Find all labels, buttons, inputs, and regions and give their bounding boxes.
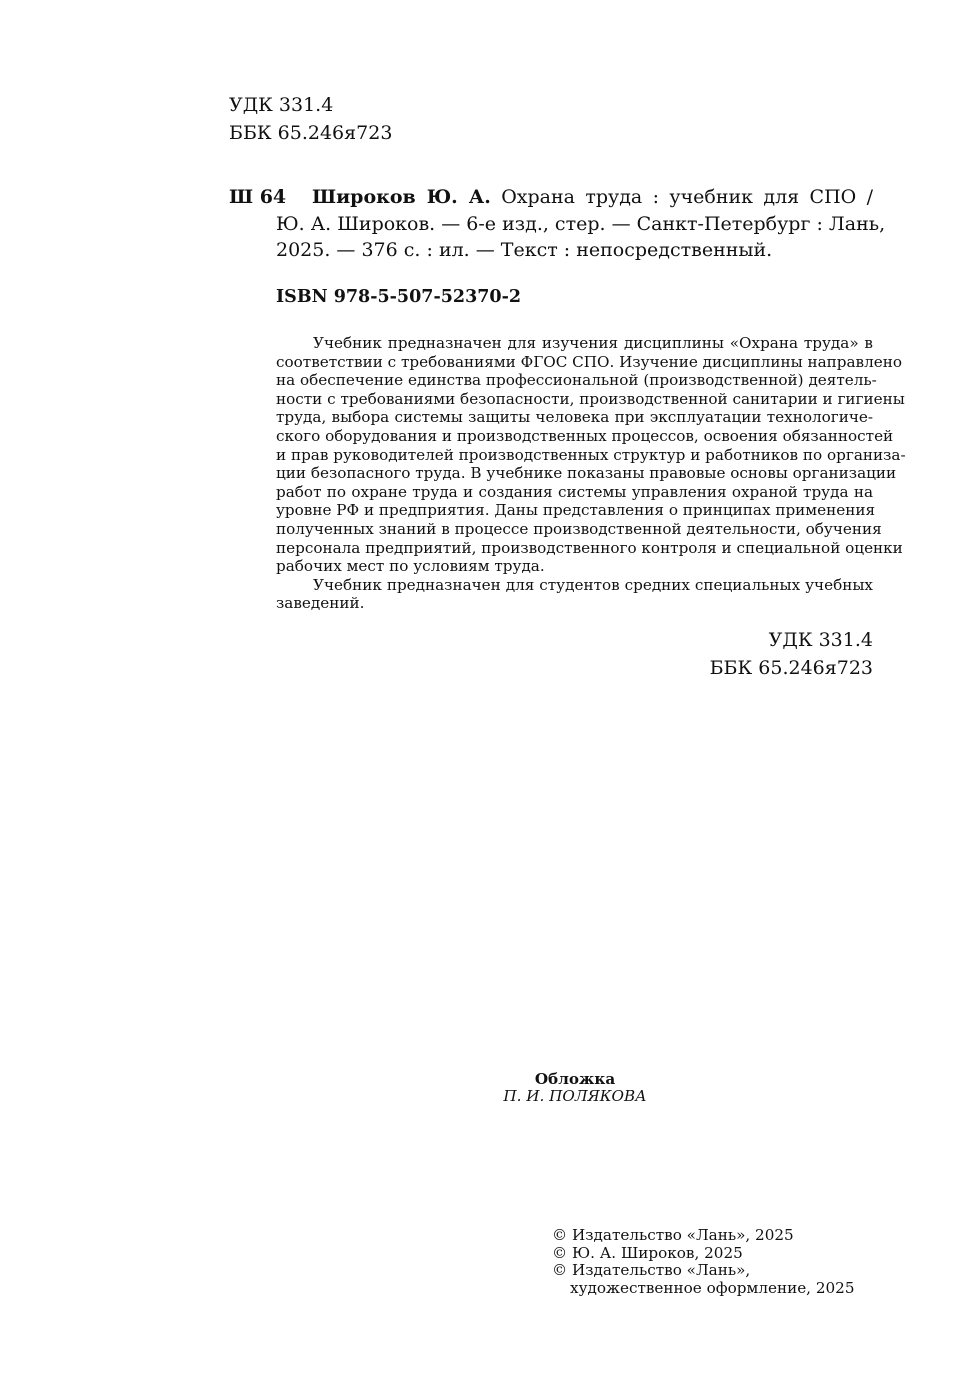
abstract-line: ности с требованиями безопасности, производственной санитарии и гигиены: [276, 389, 905, 408]
author-sign: Ш 64: [229, 186, 287, 208]
bib-line-2: Ю. А. Широков. — 6-е изд., стер. — Санкт-Петербург : Лань,: [276, 213, 886, 235]
abstract-line: труда, выбора системы защиты человека при эксплуатации технологиче-: [276, 408, 873, 427]
abstract: [276, 334, 906, 613]
copyright-line: художественное оформление, 2025: [570, 1278, 855, 1297]
copyright-block: [552, 1227, 855, 1297]
abstract-line: Учебник предназначен для изучения дисциплины «Охрана труда» в: [313, 334, 873, 352]
copyright-line: © Ю. А. Широков, 2025: [552, 1243, 743, 1262]
abstract-line: ского оборудования и производственных процессов, освоения обязанностей: [276, 426, 894, 445]
footer-bbk-code: ББК 65.246я723: [709, 657, 873, 679]
cover-label: Обложка: [534, 1070, 616, 1088]
abstract-line: на обеспечение единства профессиональной (производственной) деятель-: [276, 371, 877, 390]
abstract-line: полученных знаний в процессе производственной деятельности, обучения: [276, 519, 882, 538]
copyright-line: © Издательство «Лань», 2025: [552, 1226, 794, 1244]
bib-line-1: [312, 186, 873, 208]
abstract-line: ции безопасного труда. В учебнике показаны правовые основы организации: [276, 464, 897, 483]
abstract-line: рабочих мест по условиям труда.: [276, 557, 545, 576]
abstract-line: работ по охране труда и создания системы управления охраной труда на: [276, 482, 873, 501]
bib-line-3: 2025. — 376 с. : ил. — Текст : непосредственный.: [276, 239, 773, 261]
udk-code: УДК 331.4: [229, 94, 334, 116]
author-name: Широков Ю. А.: [312, 186, 491, 208]
title-rest: Охрана труда : учебник для СПО /: [501, 186, 873, 208]
abstract-line: персонала предприятий, производственного контроля и специальной оценки: [276, 538, 903, 557]
abstract-line: и прав руководителей производственных структур и работников по организа-: [276, 445, 906, 464]
isbn: ISBN 978-5-507-52370-2: [276, 287, 522, 307]
bbk-code: ББК 65.246я723: [229, 122, 393, 144]
footer-udk-code: УДК 331.4: [768, 629, 873, 651]
cover-artist: П. И. ПОЛЯКОВА: [503, 1087, 647, 1105]
abstract-line: соответствии с требованиями ФГОС СПО. Изучение дисциплины направлено: [276, 352, 903, 371]
abstract-line: Учебник предназначен для студентов средних специальных учебных: [313, 575, 873, 594]
abstract-line: уровне РФ и предприятия. Даны представления о принципах применения: [276, 501, 876, 520]
abstract-line: заведений.: [276, 594, 365, 613]
copyright-line: © Издательство «Лань»,: [552, 1261, 751, 1279]
